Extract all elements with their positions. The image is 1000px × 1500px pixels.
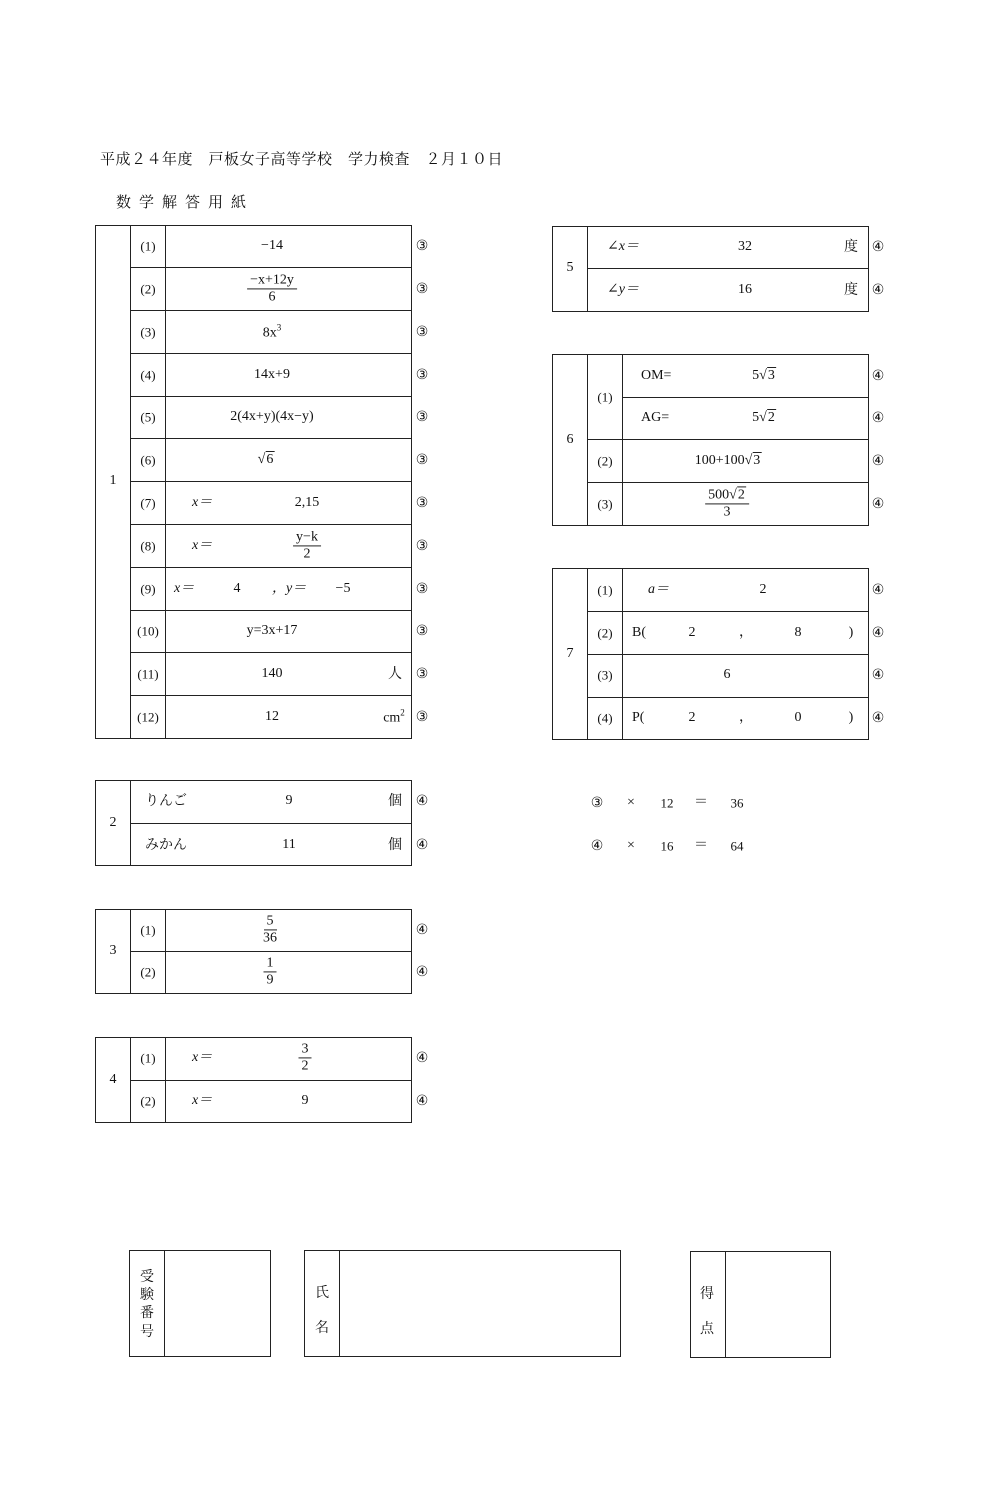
q5-2-points: ④	[871, 282, 885, 298]
q7-1-prefix: a＝	[648, 582, 669, 597]
q6-2-points: ④	[871, 453, 885, 469]
scoring-1-times: ×	[627, 795, 635, 810]
q2-label: 2	[109, 815, 117, 830]
q5-1-points: ④	[871, 239, 885, 255]
q1-7-number: (7)	[140, 495, 156, 511]
q1-12-number: (12)	[137, 709, 159, 725]
q7-2-close: )	[848, 625, 854, 640]
q2-2-answer: 11	[282, 837, 296, 852]
q7-1-number: (1)	[597, 582, 613, 598]
q1-6-points: ③	[415, 452, 429, 468]
q4-2-number: (2)	[140, 1093, 156, 1109]
q7-4-number: (4)	[597, 710, 613, 726]
q2-1-item: りんご	[145, 793, 187, 809]
q1-4-number: (4)	[140, 367, 156, 383]
q3-2-points: ④	[415, 964, 429, 980]
q1-6-answer: √6	[257, 452, 274, 467]
q7-1-points: ④	[871, 582, 885, 598]
q2-1-points: ④	[415, 793, 429, 809]
q4-label: 4	[109, 1072, 117, 1087]
q1-9-prefix-x: x＝	[174, 581, 195, 596]
q1-3-points: ③	[415, 324, 429, 340]
q6-3-answer: $\frac{500√2}{3}$	[705, 487, 749, 520]
q1-9-answer-x: 4	[233, 581, 241, 596]
q6-2-answer: 100+100√3	[694, 453, 761, 468]
q1-2-number: (2)	[140, 281, 156, 297]
q4-1-prefix: x＝	[192, 1050, 213, 1065]
q1-11-number: (11)	[137, 666, 159, 682]
scoring-1-total: 36	[730, 795, 744, 811]
q7-label: 7	[566, 646, 574, 661]
scoring-2-times: ×	[627, 838, 635, 853]
q2-2-points: ④	[415, 837, 429, 853]
q5-1-unit: 度	[844, 239, 858, 255]
q7-3-answer: 6	[723, 667, 731, 682]
q1-9-answer-y: −5	[335, 581, 351, 596]
q2-1-answer: 9	[285, 793, 293, 808]
q1-label: 1	[109, 473, 117, 488]
q4-2-answer: 9	[301, 1093, 309, 1108]
scoring-1-count: 12	[660, 795, 674, 811]
q7-4-points: ④	[871, 710, 885, 726]
q7-4-prefix: P(	[632, 710, 645, 725]
q1-8-prefix: x＝	[192, 538, 213, 553]
q6-1-ag-answer: 5√2	[752, 410, 775, 425]
score-field[interactable]	[727, 1253, 829, 1356]
q1-12-points: ③	[415, 709, 429, 725]
q1-9-number: (9)	[140, 581, 156, 597]
q6-1-ag-points: ④	[871, 410, 885, 426]
q1-7-prefix: x＝	[192, 495, 213, 510]
q7-2-coord-a: 2	[688, 625, 696, 640]
q1-5-points: ③	[415, 409, 429, 425]
q1-10-number: (10)	[137, 623, 159, 639]
q7-2-coord-b: 8	[794, 625, 802, 640]
q6-1-om-answer: 5√3	[752, 368, 775, 383]
q5-label: 5	[566, 260, 574, 275]
q3-1-points: ④	[415, 922, 429, 938]
scoring-2-mark: ④	[590, 838, 604, 854]
q1-12-answer: 12	[265, 709, 279, 724]
q2-2-item: みかん	[145, 837, 187, 853]
q6-3-number: (3)	[597, 496, 613, 512]
q6-label: 6	[566, 432, 574, 447]
q1-6-number: (6)	[140, 452, 156, 468]
q1-5-answer: 2(4x+y)(4x−y)	[230, 409, 314, 424]
q6-1-ag-prefix: AG=	[641, 410, 670, 425]
q7-2-points: ④	[871, 625, 885, 641]
q5-2-answer: 16	[738, 282, 752, 297]
q6-2-number: (2)	[597, 453, 613, 469]
q1-8-points: ③	[415, 538, 429, 554]
q1-12-unit: $cm^2$	[383, 707, 405, 726]
q5-1-prefix: ∠x＝	[607, 239, 639, 254]
exam-number-label: 受験番号	[140, 1269, 154, 1340]
q1-4-points: ③	[415, 367, 429, 383]
q3-1-answer: $\frac{5}{36}$	[263, 913, 277, 946]
q7-1-answer: 2	[759, 582, 767, 597]
q1-5-number: (5)	[140, 409, 156, 425]
scoring-2-equals: ＝	[694, 838, 708, 853]
q5-2-prefix: ∠y＝	[607, 282, 639, 297]
q7-2-number: (2)	[597, 625, 613, 641]
q3-2-answer: $\frac{1}{9}$	[264, 955, 277, 988]
q5-1-answer: 32	[738, 239, 752, 254]
q5-2-unit: 度	[844, 282, 858, 298]
q1-11-unit: 人	[388, 666, 402, 682]
q7-3-points: ④	[871, 667, 885, 683]
q1-7-points: ③	[415, 495, 429, 511]
q1-10-points: ③	[415, 623, 429, 639]
q7-4-comma: ，	[739, 710, 753, 725]
q4-2-prefix: x＝	[192, 1093, 213, 1108]
scoring-1-mark: ③	[590, 795, 604, 811]
q7-4-close: )	[848, 710, 854, 725]
q2-2-unit: 個	[388, 837, 402, 853]
scoring-1-equals: ＝	[694, 795, 708, 810]
q1-1-answer: −14	[261, 238, 283, 253]
q7-4-coord-a: 2	[688, 710, 696, 725]
q6-1-number: (1)	[597, 389, 613, 405]
q3-label: 3	[109, 943, 117, 958]
q7-2-comma: ，	[739, 625, 753, 640]
q3-1-number: (1)	[140, 922, 156, 938]
scoring-2-count: 16	[660, 838, 674, 854]
q1-8-answer: $\frac{y-k}{2}$	[293, 529, 321, 562]
q1-11-answer: 140	[261, 666, 283, 681]
q1-1-number: (1)	[140, 238, 156, 254]
q1-3-answer: $8x^3$	[262, 322, 282, 341]
q4-2-points: ④	[415, 1093, 429, 1109]
scoring-2-total: 64	[730, 838, 744, 854]
q1-3-number: (3)	[140, 324, 156, 340]
q1-2-points: ③	[415, 281, 429, 297]
q1-8-number: (8)	[140, 538, 156, 554]
q6-3-points: ④	[871, 496, 885, 512]
q4-1-number: (1)	[140, 1050, 156, 1066]
q3-2-number: (2)	[140, 964, 156, 980]
name-label: 氏名	[315, 1285, 329, 1336]
q1-11-points: ③	[415, 666, 429, 682]
score-label: 得点	[700, 1286, 714, 1337]
q1-4-answer: 14x+9	[254, 367, 290, 382]
page-subtitle: 数学解答用紙	[116, 193, 255, 211]
q1-10-answer: y=3x+17	[246, 623, 298, 638]
q7-4-coord-b: 0	[794, 710, 802, 725]
q2-1-unit: 個	[388, 793, 402, 809]
q4-1-answer: $\frac{3}{2}$	[299, 1041, 312, 1074]
page-title: 平成２４年度 戸板女子高等学校 学力検査 ２月１０日	[100, 150, 504, 168]
name-field[interactable]	[341, 1252, 619, 1355]
q1-7-answer: 2,15	[294, 495, 320, 510]
q1-9-prefix-y: ，y＝	[272, 581, 307, 596]
q6-1-om-points: ④	[871, 368, 885, 384]
q1-9-points: ③	[415, 581, 429, 597]
q7-3-number: (3)	[597, 667, 613, 683]
q1-2-answer: $\frac{-x+12y}{6}$	[247, 272, 297, 305]
exam-number-field[interactable]	[166, 1252, 269, 1355]
q7-2-prefix: B(	[632, 625, 646, 640]
q6-1-om-prefix: OM=	[641, 368, 672, 383]
q1-1-points: ③	[415, 238, 429, 254]
q4-1-points: ④	[415, 1050, 429, 1066]
